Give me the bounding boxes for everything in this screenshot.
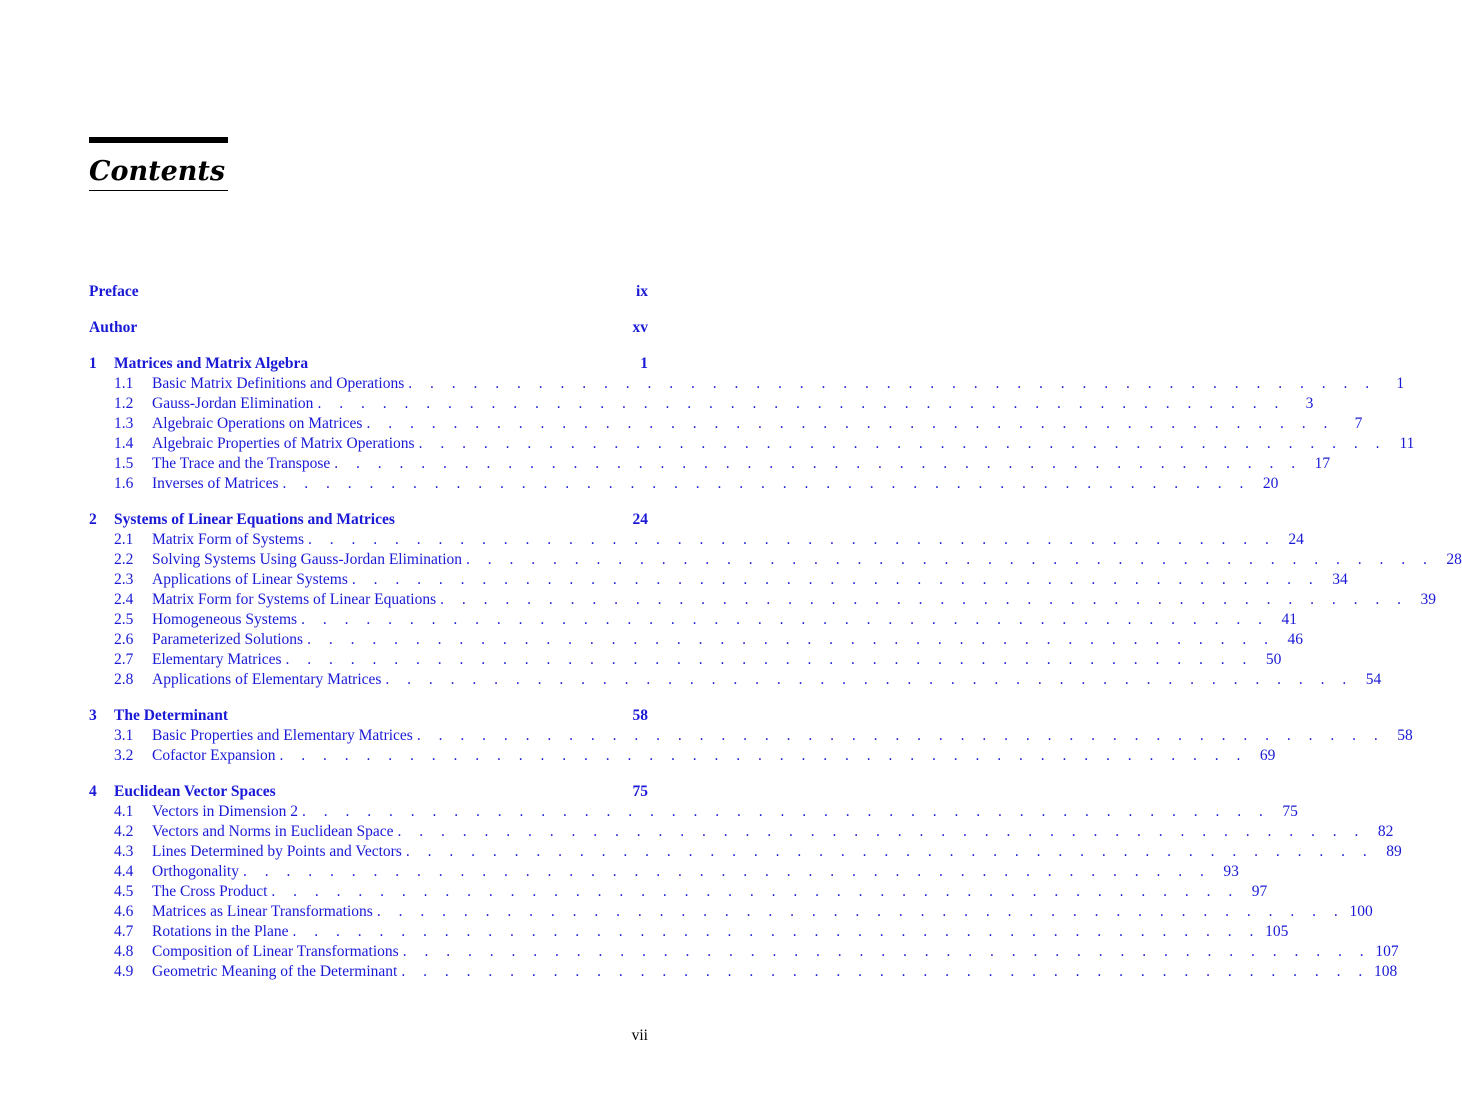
- toc-section-page[interactable]: 100: [1349, 903, 1373, 920]
- table-of-contents: [89, 282, 1462, 998]
- toc-section-number: 2.7: [114, 651, 134, 668]
- toc-section-line: [152, 650, 1282, 670]
- toc-dot-leader: . . . . . . . . . . . . . . . . . . . . . . . . . . . . . . . . . . . . . . . . . . . . .: [466, 551, 1434, 568]
- toc-dot-leader: . . . . . . . . . . . . . . . . . . . . . . . . . . . . . . . . . . . . . . . . . . . . .: [301, 611, 1269, 628]
- toc-section-line: [152, 374, 1405, 394]
- toc-section-page[interactable]: 93: [1223, 863, 1239, 880]
- toc-section-entry[interactable]: [89, 746, 1276, 766]
- toc-section-title[interactable]: Gauss-Jordan Elimination: [152, 394, 317, 414]
- toc-section-line: [152, 394, 1314, 414]
- toc-section-page[interactable]: 107: [1375, 943, 1399, 960]
- toc-section-number: 2.4: [114, 591, 134, 608]
- toc-section-title[interactable]: Parameterized Solutions: [152, 630, 307, 650]
- toc-chapter-title[interactable]: Matrices and Matrix Algebra: [114, 355, 309, 372]
- toc-section-title[interactable]: The Cross Product: [152, 882, 271, 902]
- toc-section-entry[interactable]: [89, 862, 1239, 882]
- toc-section-number: 2.3: [114, 571, 134, 588]
- toc-section-number: 2.1: [114, 531, 134, 548]
- toc-section-number: 2.2: [114, 551, 134, 568]
- toc-dot-leader: . . . . . . . . . . . . . . . . . . . . . . . . . . . . . . . . . . . . . . . . . . . . .: [292, 923, 1261, 940]
- toc-section-line: [152, 802, 1298, 822]
- toc-dot-leader: . . . . . . . . . . . . . . . . . . . . . . . . . . . . . . . . . . . . . . . . . . . . .: [376, 903, 1345, 920]
- toc-dot-leader: . . . . . . . . . . . . . . . . . . . . . . . . . . . . . . . . . . . . . . . . . . . . .: [308, 531, 1276, 548]
- toc-dot-leader: . . . . . . . . . . . . . . . . . . . . . . . . . . . . . . . . . . . . . . . . . . . . .: [334, 455, 1303, 472]
- toc-chapter-page[interactable]: 1: [640, 355, 648, 372]
- toc-section-entry[interactable]: [89, 454, 1331, 474]
- toc-section-page[interactable]: 58: [1397, 727, 1413, 744]
- toc-dot-leader: . . . . . . . . . . . . . . . . . . . . . . . . . . . . . . . . . . . . . . . . . . . . .: [307, 631, 1275, 648]
- toc-section-entry[interactable]: [89, 550, 1462, 570]
- toc-dot-leader: . . . . . . . . . . . . . . . . . . . . . . . . . . . . . . . . . . . . . . . . . . . . .: [271, 883, 1240, 900]
- toc-section-number: 1.6: [114, 475, 134, 492]
- toc-chapter-title[interactable]: Systems of Linear Equations and Matrices: [114, 511, 395, 528]
- toc-dot-leader: . . . . . . . . . . . . . . . . . . . . . . . . . . . . . . . . . . . . . . . . . . . . .: [405, 843, 1374, 860]
- toc-section-number: 1.1: [114, 375, 134, 392]
- toc-section-title[interactable]: Applications of Linear Systems: [152, 570, 352, 590]
- toc-section-entry[interactable]: [89, 922, 1289, 942]
- toc-section-number: 2.6: [114, 631, 134, 648]
- toc-section-entry[interactable]: [89, 394, 1314, 414]
- toc-section-title[interactable]: Elementary Matrices: [152, 650, 286, 670]
- toc-section-entry[interactable]: [89, 414, 1363, 434]
- toc-section-line: [152, 922, 1289, 942]
- contents-heading-block: [89, 137, 228, 191]
- toc-section-line: [152, 454, 1331, 474]
- toc-section-number: 4.7: [114, 923, 134, 940]
- toc-section-title[interactable]: The Trace and the Transpose: [152, 454, 334, 474]
- toc-section-line: [152, 570, 1348, 590]
- toc-front-title[interactable]: Preface: [89, 283, 139, 300]
- toc-section-page[interactable]: 105: [1265, 923, 1289, 940]
- toc-chapter-number: 3: [89, 707, 97, 724]
- toc-section-page[interactable]: 54: [1365, 671, 1382, 688]
- toc-section-page[interactable]: 89: [1386, 843, 1402, 860]
- toc-section-number: 4.4: [114, 863, 134, 880]
- toc-dot-leader: . . . . . . . . . . . . . . . . . . . . . . . . . . . . . . . . . . . . . . . . . . . . .: [351, 571, 1320, 588]
- toc-chapter-group: [89, 782, 1402, 982]
- toc-section-number: 4.8: [114, 943, 134, 960]
- toc-section-line: [152, 962, 1398, 982]
- toc-section-number: 2.5: [114, 611, 134, 628]
- toc-section-number: 4.9: [114, 963, 134, 980]
- toc-section-page[interactable]: 1: [1396, 375, 1405, 392]
- toc-section-entry[interactable]: [89, 530, 1304, 550]
- toc-dot-leader: . . . . . . . . . . . . . . . . . . . . . . . . . . . . . . . . . . . . . . . . . . . . .: [285, 651, 1254, 668]
- page-number: vii: [631, 1027, 648, 1044]
- toc-chapter-entry[interactable]: [89, 782, 648, 802]
- toc-section-number: 1.5: [114, 455, 134, 472]
- toc-section-line: [152, 414, 1363, 434]
- toc-section-number: 4.1: [114, 803, 134, 820]
- toc-section-title[interactable]: Matrix Form of Systems: [152, 530, 308, 550]
- toc-section-line: [152, 530, 1304, 550]
- toc-section-title[interactable]: Homogeneous Systems: [152, 610, 301, 630]
- toc-chapter-group: [89, 510, 1462, 690]
- toc-section-entry[interactable]: [89, 630, 1303, 650]
- toc-section-entry[interactable]: [89, 962, 1398, 982]
- toc-dot-leader: . . . . . . . . . . . . . . . . . . . . . . . . . . . . . . . . . . . . . . . . . . . . .: [279, 747, 1248, 764]
- toc-section-entry[interactable]: [89, 882, 1268, 902]
- toc-section-entry[interactable]: [89, 942, 1399, 962]
- toc-chapter-entry[interactable]: [89, 510, 648, 530]
- toc-section-page[interactable]: 75: [1282, 803, 1298, 820]
- toc-section-page[interactable]: 69: [1259, 747, 1276, 764]
- toc-section-title[interactable]: Inverses of Matrices: [152, 474, 283, 494]
- toc-section-line: [152, 882, 1268, 902]
- toc-chapter-page[interactable]: 75: [632, 783, 648, 800]
- toc-section-line: [152, 902, 1373, 922]
- toc-section-title[interactable]: Basic Matrix Definitions and Operations: [152, 374, 408, 394]
- toc-dot-leader: . . . . . . . . . . . . . . . . . . . . . . . . . . . . . . . . . . . . . . . . . . . . .: [408, 375, 1377, 392]
- toc-section-line: [152, 842, 1402, 862]
- toc-section-line: [152, 670, 1382, 690]
- toc-chapter-title[interactable]: The Determinant: [114, 707, 229, 724]
- toc-dot-leader: . . . . . . . . . . . . . . . . . . . . . . . . . . . . . . . . . . . . . . . . . . . . .: [366, 415, 1335, 432]
- toc-front-page[interactable]: xv: [632, 319, 648, 336]
- toc-section-title[interactable]: Basic Properties and Elementary Matrices: [152, 726, 417, 746]
- toc-chapter-number: 2: [89, 511, 97, 528]
- toc-section-page[interactable]: 28: [1446, 551, 1462, 568]
- page-title: Contents: [89, 156, 226, 187]
- toc-section-page[interactable]: 108: [1373, 963, 1398, 980]
- toc-section-title[interactable]: Matrix Form for Systems of Linear Equations: [152, 590, 440, 610]
- toc-section-line: [152, 610, 1297, 630]
- toc-section-number: 4.6: [114, 903, 134, 920]
- toc-dot-leader: . . . . . . . . . . . . . . . . . . . . . . . . . . . . . . . . . . . . . . . . . . . . .: [440, 591, 1408, 608]
- toc-section-entry[interactable]: [89, 726, 1413, 746]
- toc-section-title[interactable]: Algebraic Operations on Matrices: [152, 414, 366, 434]
- toc-section-title[interactable]: Lines Determined by Points and Vectors: [152, 842, 406, 862]
- toc-dot-leader: . . . . . . . . . . . . . . . . . . . . . . . . . . . . . . . . . . . . . . . . . . . . .: [301, 803, 1270, 820]
- toc-section-line: [152, 746, 1276, 766]
- toc-section-line: [152, 590, 1436, 610]
- toc-dot-leader: . . . . . . . . . . . . . . . . . . . . . . . . . . . . . . . . . . . . . . . . . . . . .: [282, 475, 1251, 492]
- toc-section-entry[interactable]: [89, 822, 1394, 842]
- toc-section-entry[interactable]: [89, 610, 1297, 630]
- toc-section-line: [152, 474, 1279, 494]
- toc-section-entry[interactable]: [89, 802, 1298, 822]
- toc-section-number: 1.4: [114, 435, 134, 452]
- toc-front-entry[interactable]: [89, 282, 648, 302]
- toc-section-page[interactable]: 39: [1420, 591, 1436, 608]
- toc-dot-leader: . . . . . . . . . . . . . . . . . . . . . . . . . . . . . . . . . . . . . . . . . . . . .: [416, 727, 1385, 744]
- toc-section-entry[interactable]: [89, 434, 1415, 454]
- toc-chapter-number: 1: [89, 355, 97, 372]
- toc-section-title[interactable]: Orthogonality: [152, 862, 243, 882]
- toc-section-page[interactable]: 50: [1265, 651, 1282, 668]
- toc-section-entry[interactable]: [89, 474, 1279, 494]
- toc-section-line: [152, 434, 1415, 454]
- toc-section-number: 4.2: [114, 823, 134, 840]
- toc-section-title[interactable]: Vectors in Dimension 2: [152, 802, 302, 822]
- toc-section-entry[interactable]: [89, 374, 1405, 394]
- toc-chapter-group: [89, 354, 1415, 494]
- toc-section-page[interactable]: 17: [1314, 455, 1331, 472]
- toc-dot-leader: . . . . . . . . . . . . . . . . . . . . . . . . . . . . . . . . . . . . . . . . . . . . .: [242, 863, 1211, 880]
- toc-chapter-page[interactable]: 58: [632, 707, 648, 724]
- toc-chapter-number: 4: [89, 783, 97, 800]
- toc-section-entry[interactable]: [89, 650, 1282, 670]
- toc-section-title[interactable]: Matrices as Linear Transformations: [152, 902, 377, 922]
- toc-chapter-title[interactable]: Euclidean Vector Spaces: [114, 783, 276, 800]
- toc-section-number: 2.8: [114, 671, 134, 688]
- toc-section-number: 1.2: [114, 395, 134, 412]
- toc-section-page[interactable]: 20: [1262, 475, 1279, 492]
- toc-dot-leader: . . . . . . . . . . . . . . . . . . . . . . . . . . . . . . . . . . . . . . . . . . . . .: [401, 963, 1370, 980]
- toc-front-title[interactable]: Author: [89, 319, 138, 336]
- toc-front-page[interactable]: ix: [635, 283, 648, 300]
- toc-dot-leader: . . . . . . . . . . . . . . . . . . . . . . . . . . . . . . . . . . . . . . . . . . . . .: [385, 671, 1354, 688]
- toc-dot-leader: . . . . . . . . . . . . . . . . . . . . . . . . . . . . . . . . . . . . . . . . . . . . .: [317, 395, 1286, 412]
- toc-chapter-entry[interactable]: [89, 354, 648, 374]
- toc-section-title[interactable]: Algebraic Properties of Matrix Operations: [152, 434, 419, 454]
- toc-section-page[interactable]: 7: [1354, 415, 1363, 432]
- toc-section-page[interactable]: 11: [1399, 435, 1415, 452]
- toc-section-number: 1.3: [114, 415, 134, 432]
- toc-section-line: [152, 862, 1239, 882]
- toc-dot-leader: . . . . . . . . . . . . . . . . . . . . . . . . . . . . . . . . . . . . . . . . . . . . .: [397, 823, 1366, 840]
- toc-section-page[interactable]: 82: [1377, 823, 1394, 840]
- toc-section-page[interactable]: 41: [1281, 611, 1297, 628]
- toc-dot-leader: . . . . . . . . . . . . . . . . . . . . . . . . . . . . . . . . . . . . . . . . . . . . .: [418, 435, 1387, 452]
- toc-section-title[interactable]: Cofactor Expansion: [152, 746, 280, 766]
- toc-section-page[interactable]: 3: [1305, 395, 1314, 412]
- toc-section-line: [152, 822, 1394, 842]
- toc-section-number: 4.5: [114, 883, 134, 900]
- toc-section-line: [152, 550, 1462, 570]
- toc-section-entry[interactable]: [89, 570, 1348, 590]
- toc-section-line: [152, 726, 1413, 746]
- toc-section-number: 3.2: [114, 747, 134, 764]
- toc-chapter-group: [89, 706, 1413, 766]
- heading-thin-rule: [89, 190, 228, 191]
- toc-section-page[interactable]: 34: [1332, 571, 1348, 588]
- toc-section-number: 3.1: [114, 727, 134, 744]
- toc-chapter-entry[interactable]: [89, 706, 648, 726]
- heading-thick-rule: [89, 137, 228, 143]
- toc-section-line: [152, 942, 1399, 962]
- toc-section-page[interactable]: 24: [1288, 531, 1304, 548]
- toc-section-line: [152, 630, 1303, 650]
- toc-section-entry[interactable]: [89, 842, 1402, 862]
- toc-section-number: 4.3: [114, 843, 134, 860]
- toc-dot-leader: . . . . . . . . . . . . . . . . . . . . . . . . . . . . . . . . . . . . . . . . . . . . .: [402, 943, 1371, 960]
- toc-section-title[interactable]: Geometric Meaning of the Determinant: [152, 962, 401, 982]
- toc-section-title[interactable]: Applications of Elementary Matrices: [152, 670, 385, 690]
- toc-section-page[interactable]: 97: [1251, 883, 1268, 900]
- toc-section-page[interactable]: 46: [1287, 631, 1303, 648]
- toc-section-title[interactable]: Vectors and Norms in Euclidean Space: [152, 822, 397, 842]
- toc-section-title[interactable]: Composition of Linear Transformations: [152, 942, 403, 962]
- toc-section-title[interactable]: Solving Systems Using Gauss-Jordan Elimination: [152, 550, 466, 570]
- toc-chapter-page[interactable]: 24: [632, 511, 648, 528]
- toc-section-entry[interactable]: [89, 670, 1382, 690]
- toc-section-entry[interactable]: [89, 902, 1373, 922]
- toc-section-title[interactable]: Rotations in the Plane: [152, 922, 292, 942]
- toc-front-entry[interactable]: [89, 318, 648, 338]
- toc-section-entry[interactable]: [89, 590, 1436, 610]
